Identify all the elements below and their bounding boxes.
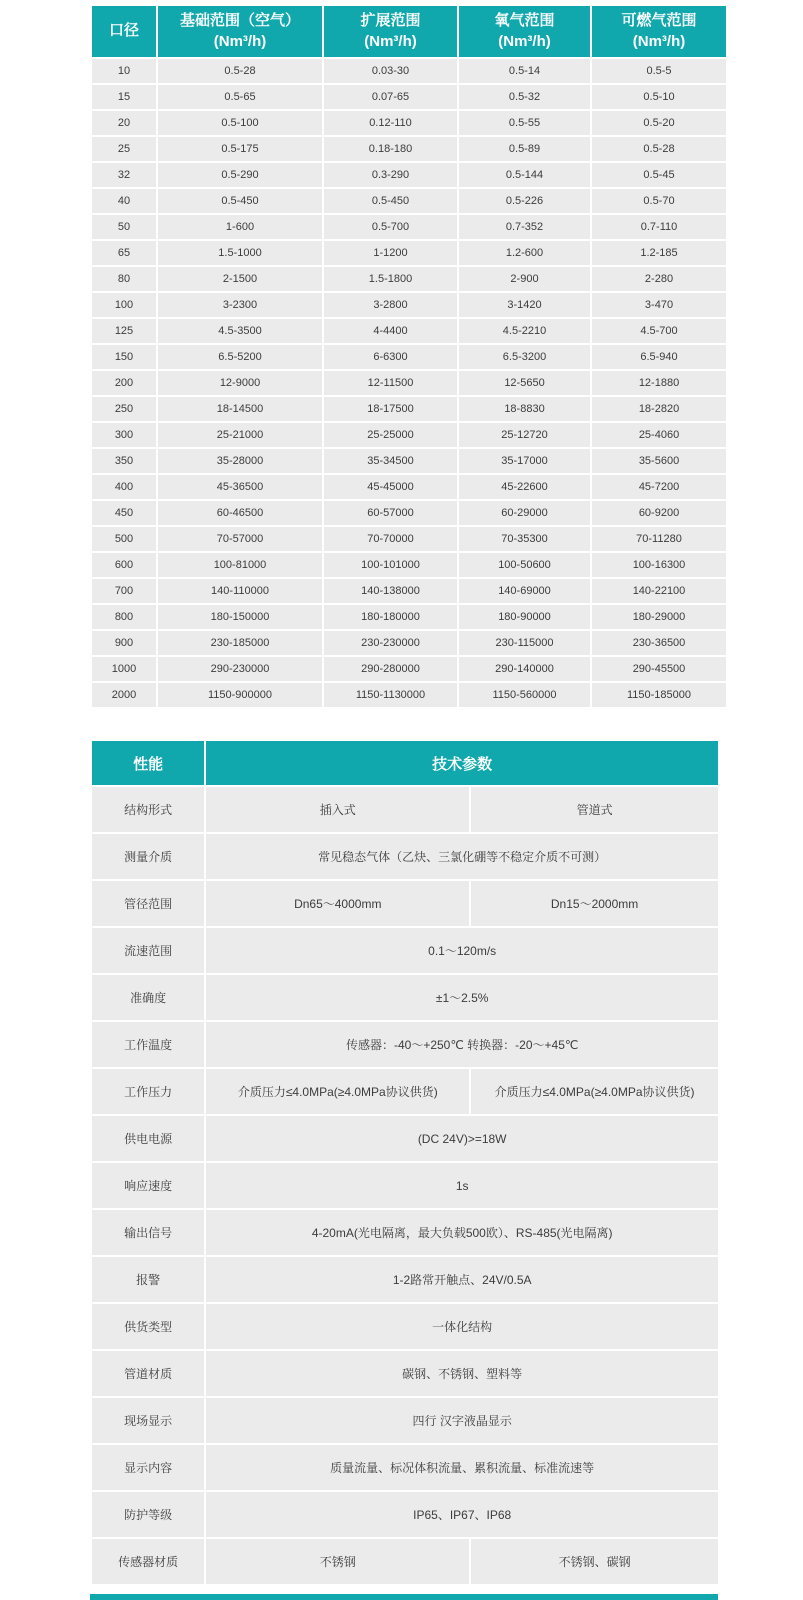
- range-cell: 6.5-940: [592, 345, 726, 369]
- range-cell: 290-45500: [592, 657, 726, 681]
- spec-row-label: 工作压力: [92, 1069, 204, 1114]
- spec-value-cell: 管道式: [471, 787, 718, 832]
- range-cell: 35-17000: [459, 449, 590, 473]
- range-cell: 70-11280: [592, 527, 726, 551]
- spec-table-row: [92, 1257, 718, 1302]
- diameter-cell: 32: [92, 163, 156, 187]
- flow-table-row: [92, 579, 726, 603]
- range-cell: 1150-185000: [592, 683, 726, 707]
- spec-table-row: [92, 1445, 718, 1490]
- diameter-cell: 350: [92, 449, 156, 473]
- range-cell: 25-12720: [459, 423, 590, 447]
- diameter-cell: 150: [92, 345, 156, 369]
- spec-row-label: 流速范围: [92, 928, 204, 973]
- range-cell: 70-57000: [158, 527, 322, 551]
- diameter-cell: 250: [92, 397, 156, 421]
- range-cell: 4.5-700: [592, 319, 726, 343]
- range-cell: 0.5-89: [459, 137, 590, 161]
- flow-table-row: [92, 475, 726, 499]
- spec-value-cell: 介质压力≤4.0MPa(≥4.0MPa协议供货): [206, 1069, 469, 1114]
- spec-row-label: 报警: [92, 1257, 204, 1302]
- diameter-cell: 200: [92, 371, 156, 395]
- spec-value-cell: ±1～2.5%: [206, 975, 718, 1020]
- range-cell: 4-4400: [324, 319, 457, 343]
- range-cell: 2-900: [459, 267, 590, 291]
- range-cell: 0.5-55: [459, 111, 590, 135]
- flow-table-row: [92, 397, 726, 421]
- range-cell: 35-28000: [158, 449, 322, 473]
- flow-column-title: 口径: [108, 22, 139, 40]
- range-cell: 60-9200: [592, 501, 726, 525]
- range-cell: 0.5-700: [324, 215, 457, 239]
- range-cell: 0.5-70: [592, 189, 726, 213]
- range-cell: 45-22600: [459, 475, 590, 499]
- range-cell: 0.5-144: [459, 163, 590, 187]
- range-cell: 100-16300: [592, 553, 726, 577]
- spec-header-performance: 性能: [92, 741, 204, 785]
- range-cell: 0.12-110: [324, 111, 457, 135]
- range-cell: 230-185000: [158, 631, 322, 655]
- flow-table-row: [92, 319, 726, 343]
- spec-table-row: [92, 1398, 718, 1443]
- range-cell: 3-470: [592, 293, 726, 317]
- flow-table-row: [92, 137, 726, 161]
- flow-table-row: [92, 683, 726, 707]
- spec-value-cell: 四行 汉字液晶显示: [206, 1398, 718, 1443]
- flow-table-row: [92, 605, 726, 629]
- spec-table-row: [92, 1539, 718, 1584]
- range-cell: 18-2820: [592, 397, 726, 421]
- flow-table-row: [92, 449, 726, 473]
- range-cell: 140-69000: [459, 579, 590, 603]
- range-cell: 6-6300: [324, 345, 457, 369]
- range-cell: 100-81000: [158, 553, 322, 577]
- bottom-accent-bar: [90, 1594, 718, 1600]
- diameter-cell: 700: [92, 579, 156, 603]
- range-cell: 18-17500: [324, 397, 457, 421]
- spec-value-cell: 4-20mA(光电隔离，最大负载500欧）、RS-485(光电隔离): [206, 1210, 718, 1255]
- range-cell: 0.5-20: [592, 111, 726, 135]
- range-cell: 0.5-65: [158, 85, 322, 109]
- range-cell: 0.5-28: [158, 59, 322, 83]
- spec-value-cell: IP65、IP67、IP68: [206, 1492, 718, 1537]
- range-cell: 12-5650: [459, 371, 590, 395]
- diameter-cell: 125: [92, 319, 156, 343]
- range-cell: 230-115000: [459, 631, 590, 655]
- flow-column-title: 可燃气范围: [621, 12, 697, 30]
- spec-table-row: [92, 1022, 718, 1067]
- range-cell: 0.5-100: [158, 111, 322, 135]
- range-cell: 0.5-226: [459, 189, 590, 213]
- range-cell: 0.3-290: [324, 163, 457, 187]
- range-cell: 3-2800: [324, 293, 457, 317]
- spec-row-label: 管道材质: [92, 1351, 204, 1396]
- spec-value-cell: (DC 24V)>=18W: [206, 1116, 718, 1161]
- spec-row-label: 管径范围: [92, 881, 204, 926]
- spec-value-cell: Dn65～4000mm: [206, 881, 469, 926]
- flow-column-unit: (Nm³/h): [632, 32, 686, 50]
- range-cell: 1.2-185: [592, 241, 726, 265]
- range-cell: 25-25000: [324, 423, 457, 447]
- range-cell: 1150-900000: [158, 683, 322, 707]
- flow-column-unit: (Nm³/h): [498, 32, 551, 50]
- range-cell: 25-21000: [158, 423, 322, 447]
- diameter-cell: 20: [92, 111, 156, 135]
- flow-range-table-header: [92, 6, 726, 57]
- diameter-cell: 900: [92, 631, 156, 655]
- range-cell: 1150-1130000: [324, 683, 457, 707]
- spec-row-label: 现场显示: [92, 1398, 204, 1443]
- spec-value-cell: 常见稳态气体（乙炔、三氯化硼等不稳定介质不可测）: [206, 834, 718, 879]
- range-cell: 100-101000: [324, 553, 457, 577]
- diameter-cell: 15: [92, 85, 156, 109]
- range-cell: 1150-560000: [459, 683, 590, 707]
- flow-table-row: [92, 59, 726, 83]
- range-cell: 1.5-1800: [324, 267, 457, 291]
- range-cell: 35-5600: [592, 449, 726, 473]
- diameter-cell: 800: [92, 605, 156, 629]
- flow-column-header: [92, 6, 156, 57]
- range-cell: 35-34500: [324, 449, 457, 473]
- spec-table-row: [92, 1492, 718, 1537]
- diameter-cell: 600: [92, 553, 156, 577]
- spec-table-row: [92, 834, 718, 879]
- range-cell: 1.5-1000: [158, 241, 322, 265]
- range-cell: 0.5-32: [459, 85, 590, 109]
- spec-table-row: [92, 1210, 718, 1255]
- spec-value-cell: 传感器：-40～+250℃ 转换器：-20～+45℃: [206, 1022, 718, 1067]
- spec-table-row: [92, 1351, 718, 1396]
- range-cell: 180-90000: [459, 605, 590, 629]
- spec-value-cell: 介质压力≤4.0MPa(≥4.0MPa协议供货): [471, 1069, 718, 1114]
- range-cell: 0.7-110: [592, 215, 726, 239]
- diameter-cell: 2000: [92, 683, 156, 707]
- range-cell: 0.7-352: [459, 215, 590, 239]
- range-cell: 230-230000: [324, 631, 457, 655]
- spec-row-label: 输出信号: [92, 1210, 204, 1255]
- spec-table-row: [92, 1116, 718, 1161]
- flow-table-row: [92, 267, 726, 291]
- range-cell: 0.03-30: [324, 59, 457, 83]
- range-cell: 0.5-5: [592, 59, 726, 83]
- spec-table-row: [92, 881, 718, 926]
- diameter-cell: 80: [92, 267, 156, 291]
- range-cell: 45-7200: [592, 475, 726, 499]
- flow-column-title: 氧气范围: [494, 12, 555, 30]
- flow-column-unit: (Nm³/h): [364, 32, 417, 50]
- range-cell: 60-46500: [158, 501, 322, 525]
- range-cell: 0.5-450: [324, 189, 457, 213]
- diameter-cell: 65: [92, 241, 156, 265]
- flow-column-unit: (Nm³/h): [213, 32, 267, 50]
- flow-range-table: [90, 4, 728, 709]
- range-cell: 0.07-65: [324, 85, 457, 109]
- range-cell: 4.5-3500: [158, 319, 322, 343]
- flow-table-row: [92, 111, 726, 135]
- diameter-cell: 40: [92, 189, 156, 213]
- flow-table-row: [92, 501, 726, 525]
- range-cell: 1.2-600: [459, 241, 590, 265]
- range-cell: 140-138000: [324, 579, 457, 603]
- flow-column-title: 扩展范围: [360, 12, 421, 30]
- range-cell: 180-29000: [592, 605, 726, 629]
- spec-row-label: 测量介质: [92, 834, 204, 879]
- spec-row-label: 结构形式: [92, 787, 204, 832]
- range-cell: 290-140000: [459, 657, 590, 681]
- spec-table-row: [92, 975, 718, 1020]
- spec-value-cell: 质量流量、标况体积流量、累积流量、标准流速等: [206, 1445, 718, 1490]
- range-cell: 230-36500: [592, 631, 726, 655]
- flow-column-header: [592, 6, 726, 57]
- range-cell: 290-280000: [324, 657, 457, 681]
- range-cell: 25-4060: [592, 423, 726, 447]
- flow-column-header: [459, 6, 590, 57]
- spec-row-label: 响应速度: [92, 1163, 204, 1208]
- range-cell: 60-57000: [324, 501, 457, 525]
- range-cell: 0.5-10: [592, 85, 726, 109]
- spec-value-cell: Dn15～2000mm: [471, 881, 718, 926]
- flow-table-row: [92, 371, 726, 395]
- spec-row-label: 防护等级: [92, 1492, 204, 1537]
- range-cell: 12-9000: [158, 371, 322, 395]
- spec-table-row: [92, 928, 718, 973]
- flow-table-row: [92, 345, 726, 369]
- range-cell: 2-280: [592, 267, 726, 291]
- range-cell: 18-14500: [158, 397, 322, 421]
- tech-spec-table: [90, 739, 720, 1586]
- spec-value-cell: 1s: [206, 1163, 718, 1208]
- spec-value-cell: 插入式: [206, 787, 469, 832]
- range-cell: 60-29000: [459, 501, 590, 525]
- range-cell: 140-22100: [592, 579, 726, 603]
- range-cell: 100-50600: [459, 553, 590, 577]
- range-cell: 0.18-180: [324, 137, 457, 161]
- spec-row-label: 供电电源: [92, 1116, 204, 1161]
- tech-spec-table-body: [92, 787, 718, 1584]
- diameter-cell: 25: [92, 137, 156, 161]
- range-cell: 290-230000: [158, 657, 322, 681]
- spec-header-row: [92, 741, 718, 785]
- range-cell: 45-45000: [324, 475, 457, 499]
- spec-table-row: [92, 1163, 718, 1208]
- spec-row-label: 传感器材质: [92, 1539, 204, 1584]
- range-cell: 0.5-175: [158, 137, 322, 161]
- diameter-cell: 400: [92, 475, 156, 499]
- spec-table-row: [92, 1069, 718, 1114]
- spec-header-parameters: 技术参数: [206, 741, 718, 785]
- flow-table-row: [92, 293, 726, 317]
- flow-table-row: [92, 189, 726, 213]
- flow-header-row: [92, 6, 726, 57]
- tech-spec-table-header: [92, 741, 718, 785]
- range-cell: 70-70000: [324, 527, 457, 551]
- range-cell: 4.5-2210: [459, 319, 590, 343]
- range-cell: 70-35300: [459, 527, 590, 551]
- flow-table-row: [92, 163, 726, 187]
- flow-column-header: [324, 6, 457, 57]
- flow-table-row: [92, 631, 726, 655]
- diameter-cell: 100: [92, 293, 156, 317]
- spec-value-cell: 0.1～120m/s: [206, 928, 718, 973]
- range-cell: 12-1880: [592, 371, 726, 395]
- diameter-cell: 1000: [92, 657, 156, 681]
- spec-row-label: 工作温度: [92, 1022, 204, 1067]
- range-cell: 0.5-14: [459, 59, 590, 83]
- range-cell: 0.5-28: [592, 137, 726, 161]
- flow-table-row: [92, 527, 726, 551]
- range-cell: 1-600: [158, 215, 322, 239]
- diameter-cell: 300: [92, 423, 156, 447]
- spec-value-cell: 碳钢、不锈钢、塑料等: [206, 1351, 718, 1396]
- spec-row-label: 准确度: [92, 975, 204, 1020]
- flow-column-header: [158, 6, 322, 57]
- range-cell: 180-150000: [158, 605, 322, 629]
- flow-table-row: [92, 241, 726, 265]
- range-cell: 12-11500: [324, 371, 457, 395]
- flow-range-table-body: [92, 59, 726, 707]
- flow-column-title: 基础范围（空气）: [179, 12, 300, 30]
- spec-value-cell: 1-2路常开触点、24V/0.5A: [206, 1257, 718, 1302]
- range-cell: 6.5-5200: [158, 345, 322, 369]
- range-cell: 1-1200: [324, 241, 457, 265]
- spec-value-cell: 不锈钢、碳钢: [471, 1539, 718, 1584]
- range-cell: 3-1420: [459, 293, 590, 317]
- range-cell: 18-8830: [459, 397, 590, 421]
- range-cell: 0.5-450: [158, 189, 322, 213]
- flow-table-row: [92, 423, 726, 447]
- range-cell: 0.5-290: [158, 163, 322, 187]
- spec-table-row: [92, 787, 718, 832]
- diameter-cell: 50: [92, 215, 156, 239]
- spec-value-cell: 一体化结构: [206, 1304, 718, 1349]
- spec-row-label: 显示内容: [92, 1445, 204, 1490]
- flow-table-row: [92, 553, 726, 577]
- range-cell: 0.5-45: [592, 163, 726, 187]
- range-cell: 3-2300: [158, 293, 322, 317]
- diameter-cell: 10: [92, 59, 156, 83]
- spec-table-row: [92, 1304, 718, 1349]
- range-cell: 6.5-3200: [459, 345, 590, 369]
- flow-table-row: [92, 215, 726, 239]
- range-cell: 45-36500: [158, 475, 322, 499]
- diameter-cell: 500: [92, 527, 156, 551]
- flow-table-row: [92, 85, 726, 109]
- spec-value-cell: 不锈钢: [206, 1539, 469, 1584]
- diameter-cell: 450: [92, 501, 156, 525]
- spec-row-label: 供货类型: [92, 1304, 204, 1349]
- range-cell: 140-110000: [158, 579, 322, 603]
- flow-table-row: [92, 657, 726, 681]
- range-cell: 180-180000: [324, 605, 457, 629]
- range-cell: 2-1500: [158, 267, 322, 291]
